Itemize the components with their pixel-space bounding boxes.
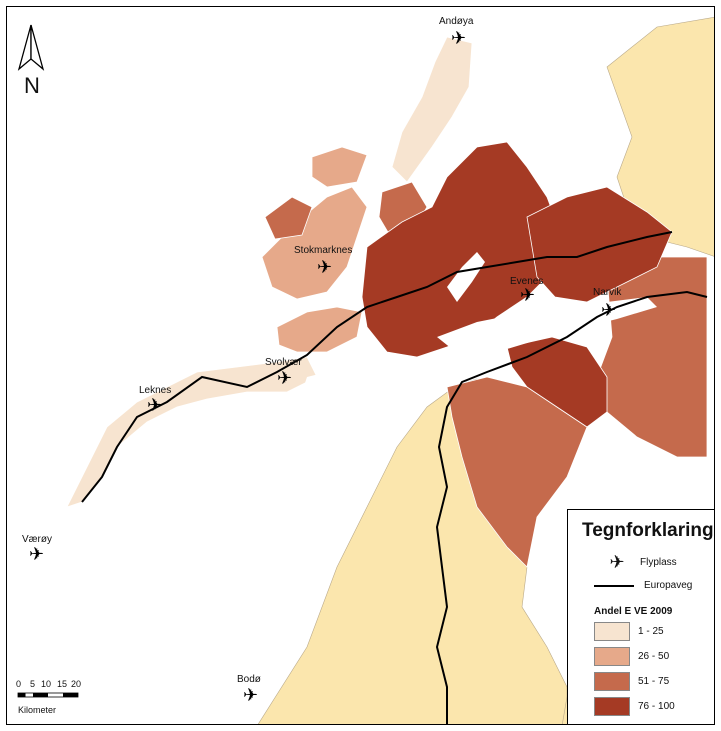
legend-airport-label: Flyplass bbox=[640, 557, 677, 568]
airport-icon: ✈ bbox=[317, 257, 333, 277]
region-north-islet[interactable] bbox=[312, 147, 367, 187]
airport-icon: ✈ bbox=[29, 544, 45, 564]
north-arrow bbox=[19, 25, 43, 98]
class-1-label: 1 - 25 bbox=[638, 626, 664, 637]
fjord-vestfjorden bbox=[297, 357, 447, 417]
place-label-bodo: Bodø bbox=[237, 674, 261, 685]
place-label-stokmarknes: Stokmarknes bbox=[294, 245, 353, 256]
legend-road-label: Europaveg bbox=[644, 580, 693, 591]
airport-bodo[interactable] bbox=[237, 674, 261, 705]
airport-icon: ✈ bbox=[601, 300, 617, 320]
region-vesteralen-west[interactable] bbox=[262, 187, 367, 299]
airport-icon: ✈ bbox=[520, 285, 536, 305]
legend-class-2 bbox=[594, 647, 669, 666]
legend-class-1 bbox=[594, 622, 664, 641]
class-3-label: 51 - 75 bbox=[638, 676, 670, 687]
class-1-swatch bbox=[594, 622, 630, 641]
airport-icon: ✈ bbox=[147, 395, 163, 415]
class-3-swatch bbox=[594, 672, 630, 691]
place-label-evenes: Evenes bbox=[510, 276, 544, 287]
road-line-swatch bbox=[594, 585, 634, 587]
region-andoya[interactable] bbox=[392, 37, 472, 182]
legend-class-4 bbox=[594, 697, 675, 716]
class-4-swatch bbox=[594, 697, 630, 716]
region-hadsel[interactable] bbox=[277, 307, 362, 352]
airport-vaeroy[interactable] bbox=[22, 534, 52, 564]
place-label-svolvaer: Svolvær bbox=[265, 357, 302, 368]
scale-tick-5: 5 bbox=[30, 679, 36, 689]
legend bbox=[567, 509, 715, 725]
place-label-leknes: Leknes bbox=[139, 385, 172, 396]
class-2-label: 26 - 50 bbox=[638, 651, 670, 662]
airport-icon: ✈ bbox=[609, 552, 625, 572]
legend-item-airport bbox=[568, 552, 677, 573]
scale-tick-20: 20 bbox=[71, 679, 82, 689]
north-label: N bbox=[24, 73, 40, 98]
map-frame bbox=[6, 6, 715, 725]
place-label-andoya: Andøya bbox=[439, 16, 474, 27]
legend-class-3 bbox=[594, 672, 669, 691]
class-2-swatch bbox=[594, 647, 630, 666]
scale-tick-0: 0 bbox=[16, 679, 22, 689]
class-4-label: 76 - 100 bbox=[638, 701, 675, 712]
airport-icon: ✈ bbox=[451, 28, 467, 48]
airport-icon: ✈ bbox=[243, 685, 259, 705]
scale-unit: Kilometer bbox=[18, 705, 57, 715]
place-label-vaeroy: Værøy bbox=[22, 534, 52, 545]
scale-tick-15: 15 bbox=[57, 679, 68, 689]
airport-icon: ✈ bbox=[277, 368, 293, 388]
place-label-narvik: Narvik bbox=[593, 287, 622, 298]
scale-bar bbox=[16, 679, 81, 715]
legend-subtitle: Andel E VE 2009 bbox=[594, 606, 673, 617]
scale-tick-10: 10 bbox=[41, 679, 52, 689]
legend-item-road bbox=[568, 580, 692, 591]
legend-title: Tegnforklaring bbox=[582, 520, 714, 541]
